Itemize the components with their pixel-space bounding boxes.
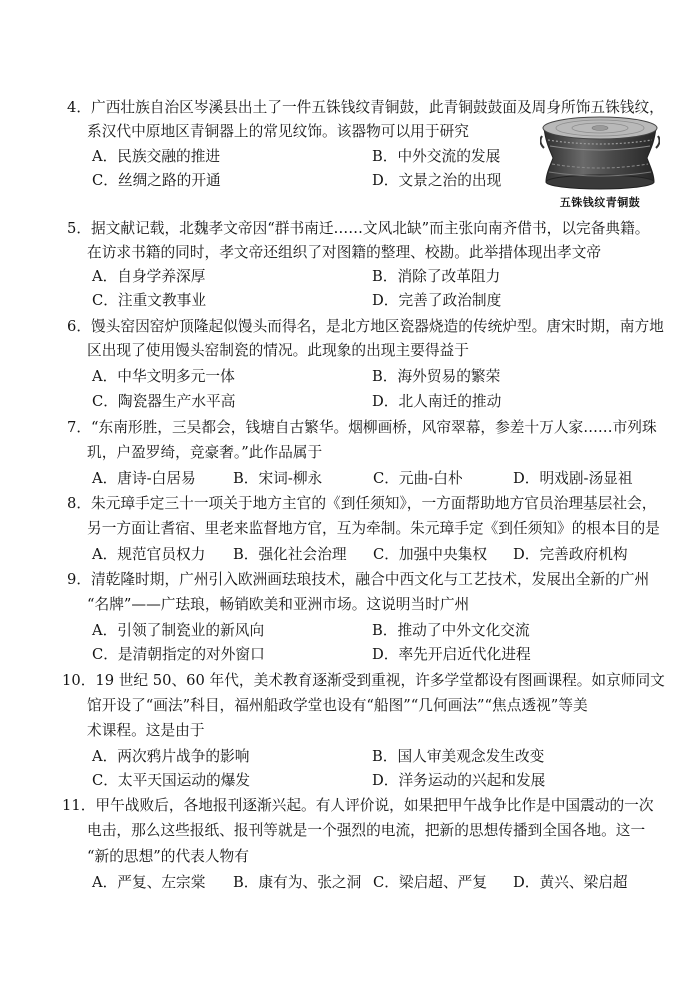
question-11-option-d: D．黄兴、梁启超 [513, 874, 628, 891]
question-4-option-d: D．文景之治的出现 [372, 172, 502, 189]
question-9-option-c: C．是清朝指定的对外窗口 [92, 646, 265, 663]
question-9-option-d: D．率先开启近代化进程 [372, 646, 531, 663]
question-11-option-a: A．严复、左宗棠 [92, 874, 206, 891]
question-4-option-a: A．民族交融的推进 [92, 148, 221, 165]
question-11-stem-line-2: 电击，那么这些报纸、报刊等就是一个强烈的电流，把新的思想传播到全国各地。这一 [87, 822, 646, 839]
question-6-option-c: C．陶瓷器生产水平高 [92, 393, 236, 410]
question-10-stem-line-3: 术课程。这是由于 [87, 722, 205, 739]
question-5-stem-line-2: 在访求书籍的同时，孝文帝还组织了对图籍的整理、校勘。此举措体现出孝文帝 [87, 244, 602, 261]
question-7-stem-line-1: 7．“东南形胜，三吴都会，钱塘自古繁华。烟柳画桥，风帘翠幕，参差十万人家……市列珠 [67, 419, 657, 436]
question-11-option-c: C．梁启超、严复 [373, 874, 488, 891]
question-8-stem-line-2: 另一方面让耆宿、里老来监督地方官，互为牵制。朱元璋手定《到任须知》的根本目的是 [87, 520, 660, 537]
question-11-stem-line-3: “新的思想”的代表人物有 [87, 848, 249, 865]
question-10-option-b: B．国人审美观念发生改变 [372, 748, 545, 765]
question-7-option-a: A．唐诗-白居易 [92, 470, 196, 487]
question-8-option-d: D．完善政府机构 [513, 546, 628, 563]
question-11-option-b: B．康有为、张之洞 [233, 874, 362, 891]
question-4-stem-line-2: 系汉代中原地区青铜器上的常见纹饰。该器物可以用于研究 [87, 123, 469, 140]
question-5-option-d: D．完善了政治制度 [372, 292, 502, 309]
question-4-option-b: B．中外交流的发展 [372, 148, 501, 165]
question-9-stem-line-2: “名牌”——广珐琅，畅销欧美和亚洲市场。这说明当时广州 [87, 596, 470, 613]
question-9-option-a: A．引领了制瓷业的新风向 [92, 622, 265, 639]
question-5-option-b: B．消除了改革阻力 [372, 268, 501, 285]
question-8-option-a: A．规范官员权力 [92, 546, 206, 563]
question-6-option-a: A．中华文明多元一体 [92, 368, 235, 385]
question-6-stem-line-2: 区出现了使用馒头窑制瓷的情况。此现象的出现主要得益于 [87, 342, 469, 359]
question-6-option-b: B．海外贸易的繁荣 [372, 368, 501, 385]
question-8-option-c: C．加强中央集权 [373, 546, 488, 563]
question-7-stem-line-2: 玑，户盈罗绮，竞豪奢。”此作品属于 [87, 444, 323, 461]
question-7-option-d: D．明戏剧-汤显祖 [513, 470, 633, 487]
question-10-stem-line-1: 10．19 世纪 50、60 年代，美术教育逐渐受到重视，许多学堂都设有图画课程。如京师同文 [62, 672, 665, 689]
question-7-option-c: C．元曲-白朴 [373, 470, 463, 487]
question-6-option-d: D．北人南迁的推动 [372, 393, 502, 410]
question-10-option-c: C．太平天国运动的爆发 [92, 772, 251, 789]
question-8-stem-line-1: 8．朱元璋手定三十一项关于地方主官的《到任须知》，一方面帮助地方官员治理基层社会， [67, 495, 657, 512]
question-11-stem-line-1: 11．甲午战败后，各地报刊逐渐兴起。有人评价说，如果把甲午战争比作是中国震动的一次 [62, 797, 654, 814]
question-6-stem-line-1: 6．馒头窑因窑炉顶隆起似馒头而得名，是北方地区瓷器烧造的传统炉型。唐宋时期，南方地 [67, 318, 664, 335]
question-10-option-a: A．两次鸦片战争的影响 [92, 748, 250, 765]
question-4-option-c: C．丝绸之路的开通 [92, 172, 221, 189]
question-7-option-b: B．宋词-柳永 [233, 470, 323, 487]
question-5-stem-line-1: 5．据文献记载，北魏孝文帝因“群书南迁……文风北缺”而主张向南齐借书，以完备典籍。 [67, 220, 650, 237]
question-5-option-c: C．注重文教事业 [92, 292, 207, 309]
question-10-option-d: D．洋务运动的兴起和发展 [372, 772, 546, 789]
question-9-option-b: B．推动了中外文化交流 [372, 622, 530, 639]
question-5-option-a: A．自身学养深厚 [92, 268, 206, 285]
bronze-drum-figure [538, 114, 662, 214]
question-9-stem-line-1: 9．清乾隆时期，广州引入欧洲画珐琅技术，融合中西文化与工艺技术，发展出全新的广州 [67, 571, 650, 588]
question-4-stem-line-1: 4．广西壮族自治区岑溪县出土了一件五铢钱纹青铜鼓，此青铜鼓鼓面及周身所饰五铢钱纹， [67, 99, 664, 116]
question-8-option-b: B．强化社会治理 [233, 546, 347, 563]
figure-caption: 五铢钱纹青铜鼓 [559, 196, 641, 209]
question-10-stem-line-2: 馆开设了“画法”科目，福州船政学堂也设有“船图”“几何画法”“焦点透视”等美 [87, 697, 588, 714]
bronze-drum-image [540, 114, 660, 192]
